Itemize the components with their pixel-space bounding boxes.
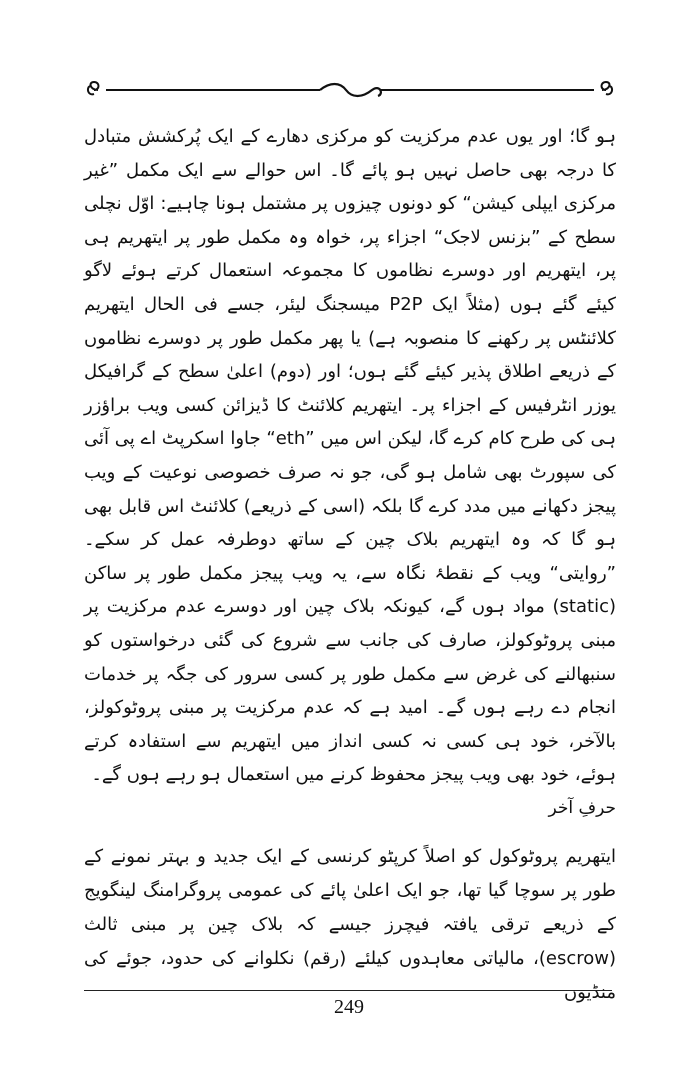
footer-rule: [84, 990, 612, 991]
section-heading: حرفِ آخر: [548, 798, 616, 818]
page-number: 249: [334, 996, 364, 1018]
section-paragraph: ایتھریم پروٹوکول کو اصلاً کرپٹو کرنسی کے ایک جدید و بہتر نمونے کے طور پر سوچا گیا تھا، جو ایک اعلیٰ پائے کی عمومی پروگرامنگ لینگویج کے ذریعے ترقی یافتہ فیچرز جیسے کہ بلاک چین پر مبنی ثالث (escrow)، مالیاتی معاہدوں کیلئے (رقم) نکلوانے کی حدود، جوئے کی منڈیوں: [84, 846, 616, 1003]
body-paragraph: ہو گا؛ اور یوں عدم مرکزیت کو مرکزی دھارے کے ایک پُرکشش متبادل کا درجہ بھی حاصل نہیں ہو پائے گا۔ اس حوالے سے ایک مکمل ”غیر مرکزی ایپلی کیشن“ کو دونوں چیزوں پر مشتمل ہونا چاہیے: اوّل نچلی سطح کے ”بزنس لاجک“ اجزاء پر، خواہ وہ مکمل طور پر ایتھریم ہی پر، ایتھریم اور دوسرے نظاموں کا مجموعہ استعمال کرتے ہوئے لاگو کیئے گئے ہوں (مثلاً ایک P2P میسجنگ لیئر، جسے فی الحال ایتھریم کلائنٹس پر رکھنے کا منصوبہ ہے) یا پھر مکمل طور پر دوسرے نظاموں کے ذریعے اطلاق پذیر کیئے گئے ہوں؛ اور (دوم) اعلیٰ سطح کے گرافیکل یوزر انٹرفیس کے اجزاء پر۔ ایتھریم کلائنٹ کا ڈیزائن کسی ویب براؤزر ہی کی طرح کام کرے گا، لیکن اس میں ”eth“ جاوا اسکرپٹ اے پی آئی کی سپورٹ بھی شامل ہو گی، جو نہ صرف خصوصی نوعیت کے ویب پیجز دکھانے میں مدد کرے گا بلکہ (اسی کے ذریعے) کلائنٹ اس قابل بھی ہو گا کہ وہ ایتھریم بلاک چین کے ساتھ دوطرفہ عمل کر سکے۔ ”روایتی“ ویب کے نقطۂ نگاہ سے، یہ ویب پیجز مکمل طور پر ساکن (static) مواد ہوں گے، کیونکہ بلاک چین اور دوسرے عدم مرکزیت پر مبنی پروٹوکولز، صارف کی جانب سے شروع کی گئی درخواستوں کو سنبھالنے کی غرض سے مکمل طور پر کسی سرور کی جگہ پر خدمات انجام دے رہے ہوں گے۔ امید ہے کہ عدم مرکزیت پر مبنی پروٹوکولز، بالآخر، خود ہی کسی نہ کسی انداز میں ایتھریم سے استفادہ کرتے ہوئے، خود بھی ویب پیجز محفوظ کرنے میں استعمال ہو رہے ہوں گے۔: [84, 126, 616, 786]
header-ornament: [84, 78, 616, 102]
